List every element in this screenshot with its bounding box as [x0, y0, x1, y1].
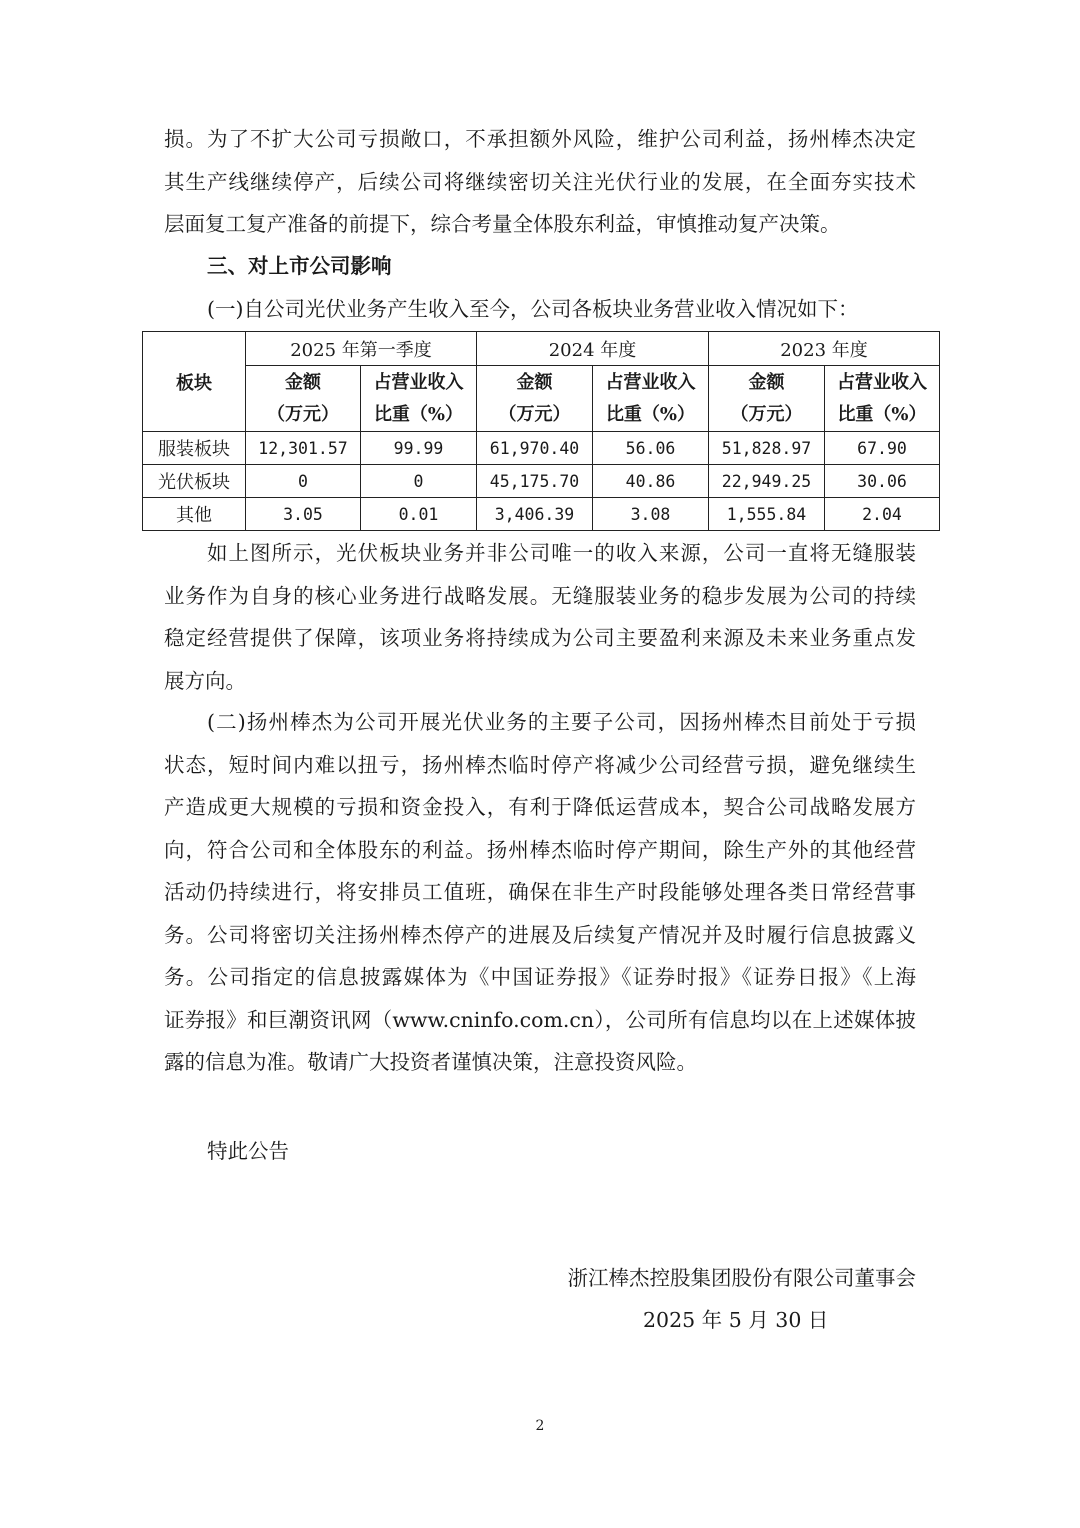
table-intro: (一)自公司光伏业务产生收入至今，公司各板块业务营业收入情况如下：	[207, 296, 859, 321]
text-line: 展方向。	[164, 668, 246, 693]
ratio-header	[825, 366, 940, 432]
closing-text: 特此公告	[207, 1139, 289, 1163]
value-cell: 61,970.40	[477, 432, 593, 465]
section-heading: 三、对上市公司影响	[207, 254, 392, 278]
segment-cell: 其他	[143, 498, 246, 531]
value-cell: 22,949.25	[709, 465, 825, 498]
value-cell: 51,828.97	[709, 432, 825, 465]
value-cell: 0	[246, 465, 361, 498]
paragraph-analysis	[164, 532, 916, 702]
ratio-header	[361, 366, 477, 432]
amount-header	[477, 366, 593, 432]
amount-header	[246, 366, 361, 432]
header-text: （万元）	[267, 403, 339, 425]
text-line: 向，符合公司和全体股东的利益。扬州棒杰临时停产期间，除生产外的其他经营	[164, 837, 916, 862]
text-line: (二)扬州棒杰为公司开展光伏业务的主要子公司，因扬州棒杰目前处于亏损	[207, 710, 916, 734]
table-row	[143, 465, 940, 498]
value-cell: 40.86	[593, 465, 709, 498]
header-text: 金额	[516, 371, 553, 393]
paragraph-subsidiary	[164, 701, 916, 1084]
amount-header	[709, 366, 825, 432]
table-row	[143, 432, 940, 465]
header-text: 比重（%）	[373, 403, 464, 425]
text-line: 损。为了不扩大公司亏损敞口，不承担额外风险，维护公司利益，扬州棒杰决定	[164, 127, 916, 151]
text-line: 如上图所示，光伏板块业务并非公司唯一的收入来源，公司一直将无缝服装	[207, 541, 916, 565]
value-cell: 3,406.39	[477, 498, 593, 531]
value-cell: 12,301.57	[246, 432, 361, 465]
page-number: 2	[535, 1418, 545, 1434]
text-line: 稳定经营提供了保障，该项业务将持续成为公司主要盈利来源及未来业务重点发	[164, 626, 916, 650]
text-line: 层面复工复产准备的前提下，综合考量全体股东利益，审慎推动复产决策。	[164, 212, 841, 236]
value-cell: 2.04	[825, 498, 940, 531]
header-text: （万元）	[730, 403, 803, 425]
section-heading-block	[164, 245, 916, 330]
text-line: 产造成更大规模的亏损和资金投入，有利于降低运营成本，契合公司战略发展方	[164, 795, 916, 819]
text-line: 务。公司将密切关注扬州棒杰停产的进展及后续复产情况并及时履行信息披露义	[164, 922, 916, 947]
table-row	[143, 498, 940, 531]
value-cell: 30.06	[825, 465, 940, 498]
paragraph-suspension	[164, 118, 916, 246]
text-line: 露的信息为准。敬请广大投资者谨慎决策，注意投资风险。	[164, 1050, 697, 1074]
period-header: 2024 年度	[477, 332, 709, 366]
header-text: 比重（%）	[837, 403, 927, 425]
value-cell: 56.06	[593, 432, 709, 465]
segment-header: 板块	[143, 332, 246, 432]
header-text: （万元）	[498, 403, 571, 425]
value-cell: 0	[361, 465, 477, 498]
value-cell: 1,555.84	[709, 498, 825, 531]
header-text: 金额	[285, 371, 321, 393]
value-cell: 3.05	[246, 498, 361, 531]
text-line: 务。公司指定的信息披露媒体为《中国证券报》《证券时报》《证券日报》《上海	[164, 965, 916, 989]
value-cell: 45,175.70	[477, 465, 593, 498]
period-header: 2023 年度	[709, 332, 940, 366]
value-cell: 99.99	[361, 432, 477, 465]
text-line: 活动仍持续进行，将安排员工值班，确保在非生产时段能够处理各类日常经营事	[164, 880, 916, 904]
header-text: 占营业收入	[373, 371, 464, 393]
revenue-table	[142, 331, 940, 531]
text-line: 业务作为自身的核心业务进行战略发展。无缝服装业务的稳步发展为公司的持续	[164, 583, 916, 608]
value-cell: 0.01	[361, 498, 477, 531]
period-header: 2025 年第一季度	[246, 332, 477, 366]
text-line: 其生产线继续停产，后续公司将继续密切关注光伏行业的发展，在全面夯实技术	[164, 169, 916, 194]
segment-cell: 服装板块	[143, 432, 246, 465]
ratio-header	[593, 366, 709, 432]
header-text: 占营业收入	[837, 371, 927, 393]
header-text: 占营业收入	[605, 371, 696, 393]
value-cell: 3.08	[593, 498, 709, 531]
text-line: 证券报》和巨潮资讯网（www.cninfo.com.cn），公司所有信息均以在上述媒体披	[164, 1007, 916, 1032]
signature-date: 2025 年 5 月 30 日	[643, 1308, 829, 1332]
text-line: 状态，短时间内难以扭亏，扬州棒杰临时停产将减少公司经营亏损，避免继续生	[164, 752, 916, 777]
segment-cell: 光伏板块	[143, 465, 246, 498]
signature-board: 浙江棒杰控股集团股份有限公司董事会	[567, 1266, 916, 1290]
header-text: 金额	[748, 371, 785, 393]
header-text: 比重（%）	[605, 403, 696, 425]
value-cell: 67.90	[825, 432, 940, 465]
